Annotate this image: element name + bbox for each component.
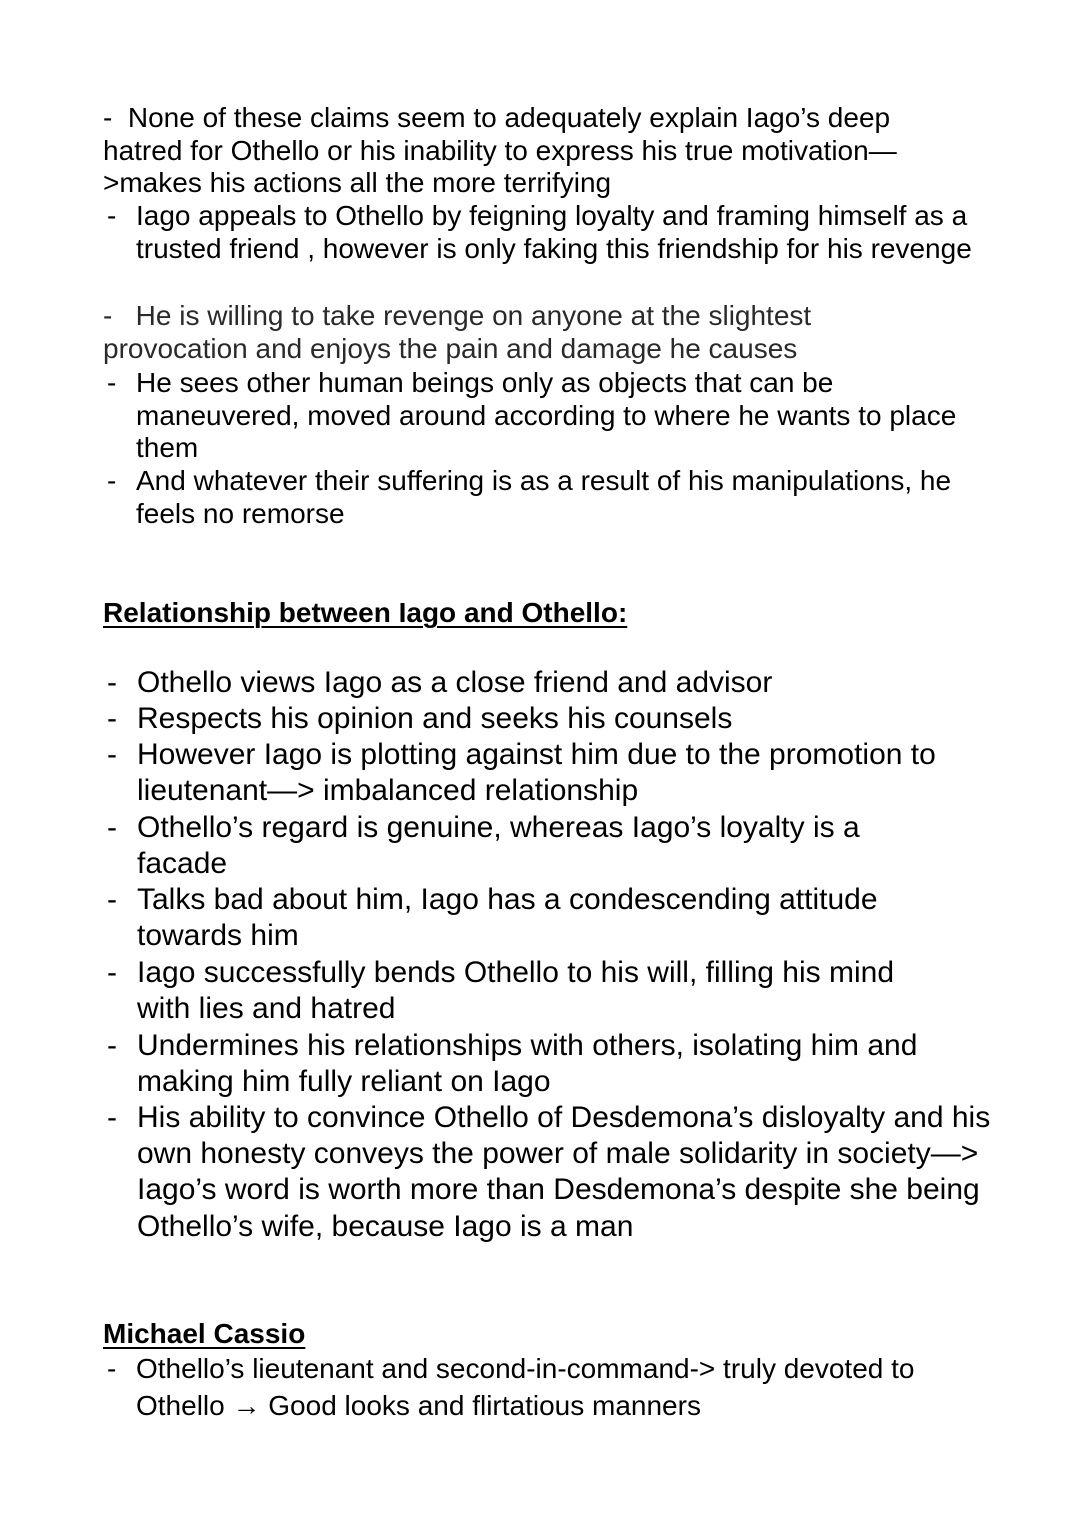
bullet-item [103,1028,973,1100]
bullet-text: Respects his opinion and seeks his counsels [137,702,733,735]
bullet-item [103,1100,1003,1245]
dash-marker: - [103,102,113,133]
dash-marker: - [107,367,117,398]
dash-marker: - [107,956,117,989]
paragraph-text: None of these claims seem to adequately explain Iago’s deep hatred for Othello or his inability to express his true motivation—>makes his actions all the more terrifying [103,102,897,198]
dash-marker: - [107,883,117,916]
dash-marker: - [107,1029,117,1062]
section-heading-michael-cassio: Michael Cassio [103,1318,306,1349]
dash-marker: - [107,1353,117,1384]
bullet-item [103,737,1003,809]
dash-marker: - [103,300,113,331]
dash-marker: - [107,811,117,844]
bullet-text: Iago successfully bends Othello to his will, filling his mind with lies and hatred [137,956,895,1026]
bullet-item [103,200,1003,265]
bullet-text: Othello views Iago as a close friend and advisor [137,666,773,699]
bullet-text: And whatever their suffering is as a result of his manipulations, he feels no remorse [136,465,952,529]
dash-marker: - [107,200,117,231]
bullet-text: Undermines his relationships with others, isolating him and making him fully reliant on Iago [137,1029,918,1099]
bullet-text: His ability to convince Othello of Desdemona’s disloyalty and his own honesty conveys the power of male solidarity in society—> Iago’s word is worth more than Desdemona’s despite she being Othello’s wife, because Iago is a man [137,1101,991,1243]
bullet-item [103,665,1003,701]
dash-marker: - [107,465,117,496]
dash-marker: - [107,702,117,735]
section-heading-relationship: Relationship between Iago and Othello: [103,597,628,628]
paragraph-text: He is willing to take revenge on anyone at the slightest provocation and enjoys the pain and damage he causes [103,300,812,364]
bullet-text: Iago appeals to Othello by feigning loyalty and framing himself as a trusted friend , however is only faking this friendship for his revenge [136,200,972,264]
bullet-item [103,1350,983,1424]
dash-marker: - [107,738,117,771]
bullet-item [103,882,933,954]
bullet-text: He sees other human beings only as objects that can be maneuvered, moved around according to where he wants to place them [136,367,957,463]
bullet-text: Othello’s lieutenant and second-in-command-> truly devoted to Othello → Good looks and flirtatious manners [136,1353,915,1421]
bullet-text: Talks bad about him, Iago has a condescending attitude towards him [137,883,878,953]
bullet-text: Othello’s regard is genuine, whereas Iago’s loyalty is a facade [137,811,860,881]
bullet-item [103,701,1003,737]
dash-marker: - [107,1101,117,1134]
paragraph-revenge [103,300,863,365]
bullet-item [103,955,953,1027]
paragraph-iago-claims [103,102,943,200]
dash-marker: - [107,666,117,699]
bullet-text: However Iago is plotting against him due to the promotion to lieutenant—> imbalanced relationship [137,738,936,808]
bullet-item [103,465,1003,530]
bullet-item [103,810,903,882]
bullet-item [103,367,1003,465]
